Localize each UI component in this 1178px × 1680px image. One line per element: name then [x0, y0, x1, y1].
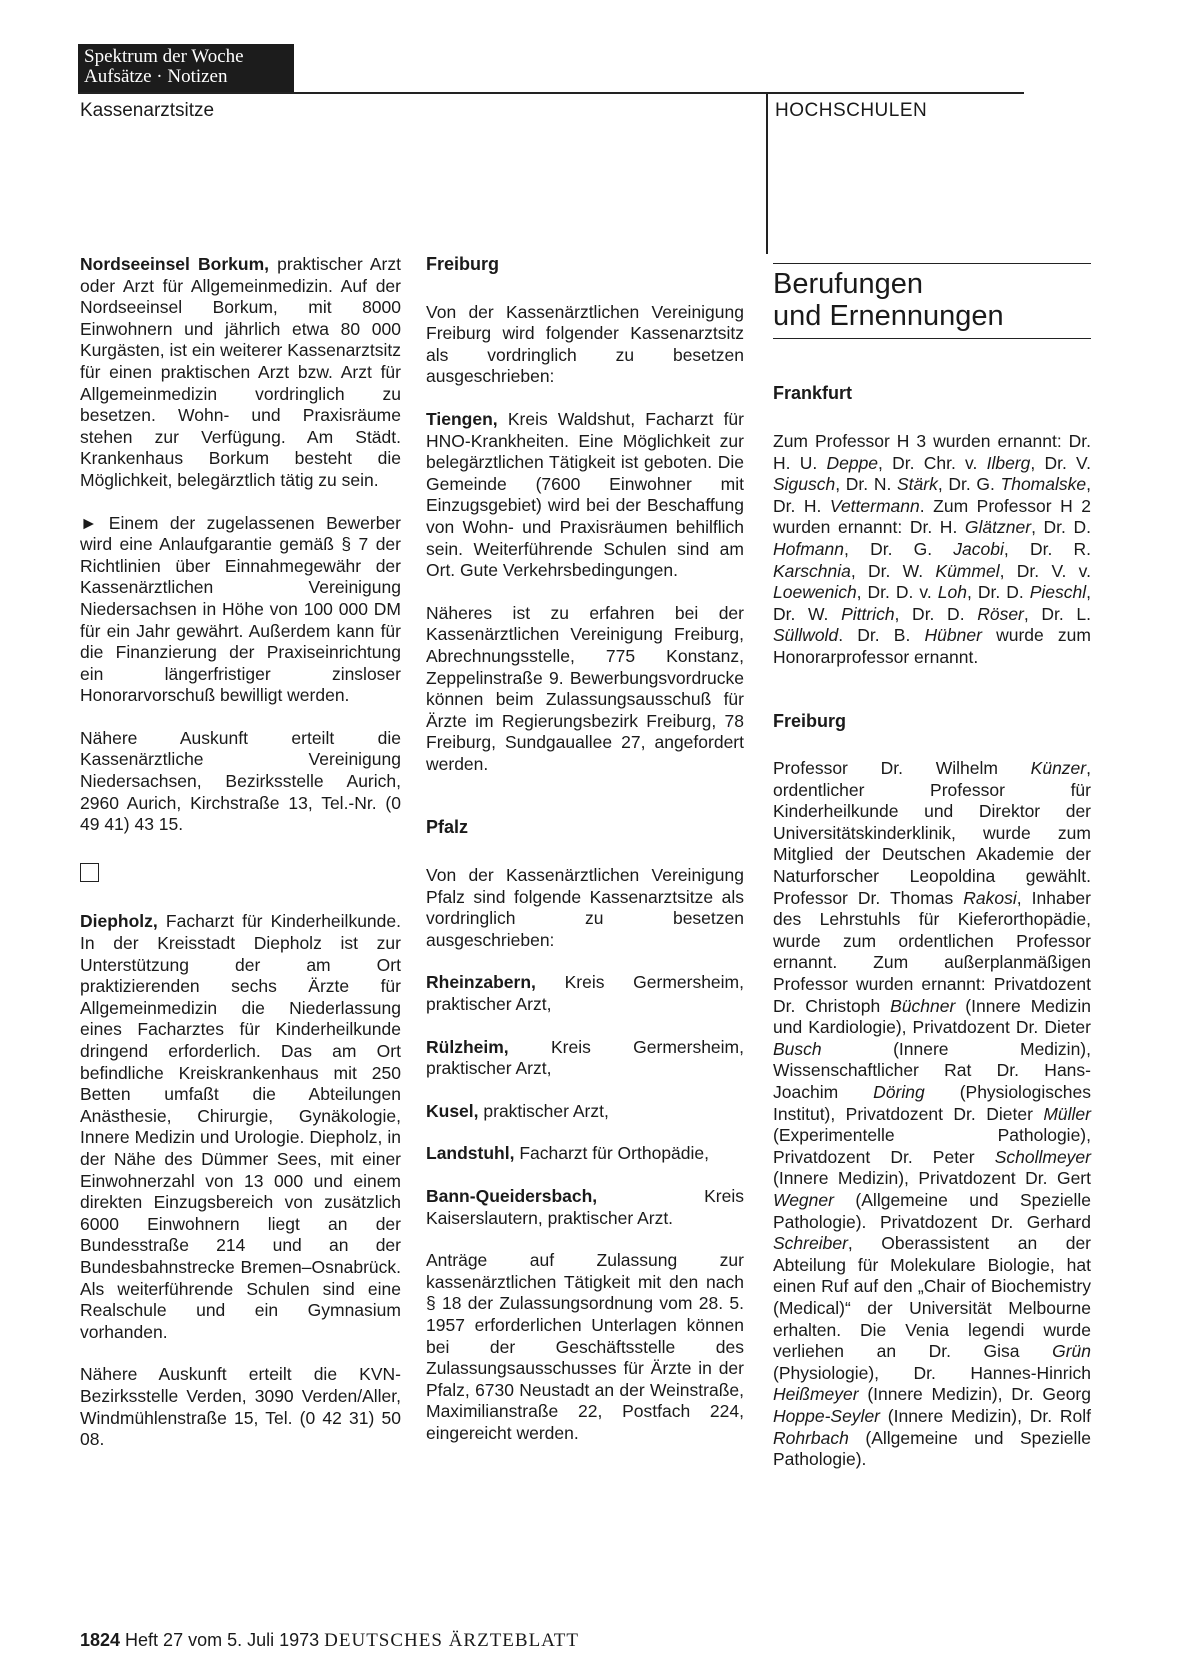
person-name: Kümmel	[935, 560, 1000, 581]
place-diepholz: Diepholz,	[80, 911, 158, 932]
heading-freiburg: Freiburg	[426, 254, 500, 274]
text-run: (Innere Medizin), Dr. Georg	[858, 1384, 1091, 1405]
person-name: Schreiber	[773, 1233, 848, 1254]
text-run: , Dr. N.	[835, 474, 897, 495]
person-name: Wegner	[773, 1189, 834, 1210]
column-1	[80, 254, 401, 1472]
text-run: (Innere Medizin), Wissenschaftlicher Rat Dr. Hans-Joachim	[773, 1038, 1091, 1102]
heading-frankfurt: Frankfurt	[773, 383, 853, 404]
section-header-box	[78, 44, 294, 92]
person-name: Hofmann	[773, 538, 845, 559]
paragraph-rheinzabern: Rheinzabern, Kreis Germersheim, praktischer Arzt,	[426, 972, 744, 1015]
text-run: , ordentlicher Professor für Kinderheilkunde und Direktor der Universitätskinderklinik, wurde zum Mitglied der Deutschen Akademie der Naturforscher Leopoldina gewählt. Professor Dr. Thomas	[773, 758, 1091, 908]
person-name: Schollmeyer	[994, 1146, 1091, 1167]
text-run: (Physiologisches Institut), Privatdozent Dr. Dieter	[773, 1082, 1092, 1124]
title-rule-bottom	[773, 338, 1091, 339]
person-name: Döring	[873, 1082, 925, 1102]
person-name: Müller	[1043, 1103, 1091, 1124]
top-rule	[78, 92, 1024, 94]
text-run: , Dr. G.	[937, 474, 1001, 495]
text-run: (Innere Medizin), Dr. Rolf	[880, 1405, 1091, 1426]
text-run: Professor Dr. Wilhelm	[773, 758, 1031, 779]
paragraph-garantie: ► Einem der zugelassenen Bewerber wird eine Anlaufgarantie gemäß § 7 der Richtlinien über Einnahmegewähr der Kassenärztlichen Vereinigung Niedersachsen in Höhe von 100 000 DM für ein Jahr gewährt. Außerdem kann für die Finanzierung der Praxiseinrichtung ein längerfristiger zinsloser Honorarvorschuß bewilligt werden.	[80, 512, 401, 706]
text-run: , Dr. D.	[966, 582, 1030, 603]
text-run: , Dr. D.	[894, 603, 978, 624]
paragraph-kv-pfalz: Von der Kassenärztlichen Vereinigung Pfalz sind folgende Kassenarztsitze als vordringlich zu besetzen ausgeschrieben:	[426, 865, 744, 950]
journal-name: DEUTSCHES ÄRZTEBLATT	[324, 1630, 580, 1651]
text-run: , Inhaber des Lehrstuhls für Kieferorthopädie, wurde zum ordentlichen Professor ernannt. Zum außerplanmäßigen Professor wurden ernannt: Privatdozent Dr. Christoph	[773, 887, 1091, 1016]
title-rule-top	[773, 263, 1091, 264]
text-run: (Innere Medizin und Kardiologie), Privatdozent Dr. Dieter	[773, 995, 1091, 1038]
person-name: Hoppe-Seyler	[773, 1405, 880, 1426]
paragraph-tiengen: Tiengen, Kreis Waldshut, Facharzt für HNO-Krankheiten. Eine Möglichkeit zur belegärztlichen Tätigkeit ist geboten. Die Gemeinde (7600 Einwohner mit Einzugsgebiet) wird bei der Beschaffung von Wohn- und Praxisräumen behilflich sein. Weiterführende Schulen sind am Ort. Gute Verkehrsbedingungen.	[426, 408, 744, 581]
place-borkum: Nordseeinsel Borkum,	[80, 254, 270, 274]
text-run: , Dr. D.	[1031, 517, 1092, 538]
column-3	[773, 263, 1091, 1492]
paragraph-auskunft-aurich: Nähere Auskunft erteilt die Kassenärztliche Vereinigung Niedersachsen, Bezirksstelle Aurich, 2960 Aurich, Kirchstraße 13, Tel.-Nr. (0 49 41) 43 15.	[80, 727, 401, 835]
paragraph-auskunft-verden: Nähere Auskunft erteilt die KVN-Bezirksstelle Verden, 3090 Verden/Aller, Windmühlenstraße 15, Tel. (0 42 31) 50 08.	[80, 1364, 401, 1450]
person-name: Ilberg	[986, 452, 1031, 473]
text-run: (Allgemeine und Spezielle Pathologie). Privatdozent Dr. Gerhard	[773, 1189, 1091, 1232]
person-name: Glätzner	[964, 517, 1032, 538]
square-separator-icon	[80, 863, 99, 882]
person-name: Röser	[977, 603, 1024, 624]
person-name: Stärk	[896, 474, 938, 495]
paragraph-landstuhl: Landstuhl, Facharzt für Orthopädie,	[426, 1143, 710, 1164]
text-run: Zum Professor H 3 wurden ernannt: Dr. H. U.	[773, 430, 1091, 473]
person-name: Sigusch	[773, 474, 836, 495]
paragraph-diepholz: Diepholz, Facharzt für Kinderheilkunde. In der Kreisstadt Diepholz ist zur Unterstützung der am Ort praktizierenden sechs Ärzte für Allgemeinmedizin die Niederlassung eines Facharztes für Kinderheilkunde dringend erforderlich. Das am Ort befindliche Kreiskrankenhaus mit 250 Betten umfaßt die Abteilungen Anästhesie, Chirurgie, Gynäkologie, Innere Medizin und Urologie. Diepholz, in der Nähe des Dümmer Sees, mit einer Einwohnerzahl von 13 000 und einem direkten Einzugsbereich von zusätzlich 6000 Einwohnern liegt an der Bundesstraße 214 und an der Bundesbahnstrecke Bremen–Osnabrück. Als weiterführende Schulen sind eine Realschule und ein Gymnasium vorhanden.	[80, 911, 401, 1342]
column-2	[426, 254, 744, 1466]
person-name: Rohrbach	[773, 1427, 849, 1448]
text-run: (Allgemeine und Spezielle Pathologie).	[773, 1427, 1091, 1470]
text-run: , Dr. Chr. v.	[878, 452, 987, 473]
text-run: wurde zum Honorarprofessor ernannt.	[773, 625, 1091, 667]
header-line-1: Spektrum der Woche	[84, 46, 244, 67]
heading-freiburg-hochschule: Freiburg	[773, 710, 847, 731]
paragraph-kusel: Kusel, praktischer Arzt,	[426, 1100, 609, 1121]
text-run: (Experimentelle Pathologie), Privatdozent Dr. Peter	[773, 1125, 1091, 1167]
paragraph-antraege: Anträge auf Zulassung zur kassenärztlichen Tätigkeit mit den nach § 18 der Zulassungsordnung vom 28. 5. 1957 erforderlichen Unterlagen können bei der Geschäftsstelle des Zulassungsausschusses für Ärzte in der Pfalz, 6730 Neustadt an der Weinstraße, Maximilianstraße 22, Postfach 224, eingereicht werden.	[426, 1250, 744, 1443]
text-run: . Zum Professor H 2 wurden ernannt: Dr. H.	[773, 495, 1091, 538]
person-name: Heißmeyer	[773, 1384, 859, 1405]
section-title-left: Kassenarztsitze	[80, 100, 215, 121]
header-line-2: Aufsätze · Notizen	[84, 66, 228, 87]
paragraph-ruelzheim: Rülzheim, Kreis Germersheim, praktischer Arzt,	[426, 1036, 744, 1079]
paragraph-naeheres-freiburg: Näheres ist zu erfahren bei der Kassenärztlichen Vereinigung Freiburg, Abrechnungsstelle, 775 Konstanz, Zeppelinstraße 9. Bewerbungsvordrucke können beim Zulassungsausschuß für Ärzte im Regierungsbezirk Freiburg, 78 Freiburg, Sundgauallee 27, angefordert werden.	[426, 602, 744, 774]
person-name: Loewenich	[773, 582, 857, 603]
text-run: . Dr. B.	[838, 625, 925, 646]
person-name: Büchner	[890, 995, 956, 1016]
person-name: Hübner	[924, 625, 982, 646]
text-run: , Dr. H.	[773, 474, 1091, 516]
paragraph-freiburg-professoren	[773, 758, 1091, 1471]
person-name: Loh	[937, 582, 967, 603]
person-name: Thomalske	[1000, 474, 1087, 495]
place-tiengen: Tiengen,	[426, 408, 498, 429]
text-run: , Oberassistent an der Abteilung für Molekulare Biologie, hat einen Ruf auf den „Chair of Biochemistry (Medical)“ der Universität Melbourne erhalten. Die Venia legendi wurde verliehen an Dr. Gisa	[773, 1233, 1091, 1362]
paragraph-bann-queidersbach: Bann-Queidersbach, Kreis Kaiserslautern, praktischer Arzt.	[426, 1186, 744, 1228]
text-run: , Dr. L.	[1023, 603, 1091, 624]
triangle-bullet-icon: ►	[80, 512, 98, 533]
text-run: (Physiologie), Dr. Hannes-Hinrich	[773, 1362, 1091, 1383]
text-run: , Dr. W.	[850, 560, 936, 581]
page-footer	[80, 1630, 579, 1652]
page-number: 1824	[80, 1630, 121, 1650]
issue-info: Heft 27 vom 5. Juli 1973	[120, 1630, 325, 1650]
paragraph-borkum: Nordseeinsel Borkum, praktischer Arzt oder Arzt für Allgemeinmedizin. Auf der Nordseeinsel Borkum, mit 8000 Einwohnern und jährlich etwa 80 000 Kurgästen, ist ein weiterer Kassenarztsitz für einen praktischen Arzt bzw. Arzt für Allgemeinmedizin vordringlich zu besetzen. Wohn- und Praxisräume stehen zur Verfügung. Am Städt. Krankenhaus Borkum besteht die Möglichkeit, belegärztlich tätig zu sein.	[80, 254, 401, 490]
person-name: Busch	[773, 1038, 822, 1059]
text-run: , Dr. G.	[844, 538, 954, 559]
person-name: Grün	[1052, 1341, 1091, 1362]
person-name: Jacobi	[953, 538, 1004, 559]
section-title-right: HOCHSCHULEN	[775, 100, 928, 121]
text-run: , Dr. R.	[1003, 538, 1091, 559]
person-name: Karschnia	[773, 560, 851, 581]
text-run: , Dr. V. v.	[999, 560, 1091, 581]
person-name: Deppe	[826, 452, 879, 473]
paragraph-kv-freiburg: Von der Kassenärztlichen Vereinigung Freiburg wird folgender Kassenarztsitz als vordringlich zu besetzen ausgeschrieben:	[426, 301, 744, 387]
text-run: , Dr. V.	[1030, 452, 1091, 473]
column-divider	[766, 92, 768, 254]
paragraph-frankfurt-professoren	[773, 431, 1091, 669]
article-title: Berufungen und Ernennungen	[773, 268, 1004, 333]
person-name: Vettermann	[829, 495, 920, 516]
text-run: , Dr. D. v.	[856, 582, 938, 603]
person-name: Rakosi	[963, 887, 1017, 908]
person-name: Künzer	[1030, 758, 1087, 779]
text-run: (Innere Medizin), Privatdozent Dr. Gert	[773, 1168, 1091, 1189]
person-name: Pittrich	[841, 603, 895, 624]
person-name: Pieschl	[1029, 582, 1087, 603]
text-run: , Dr. W.	[773, 582, 1091, 624]
heading-pfalz: Pfalz	[426, 817, 469, 838]
person-name: Süllwold	[773, 625, 839, 646]
